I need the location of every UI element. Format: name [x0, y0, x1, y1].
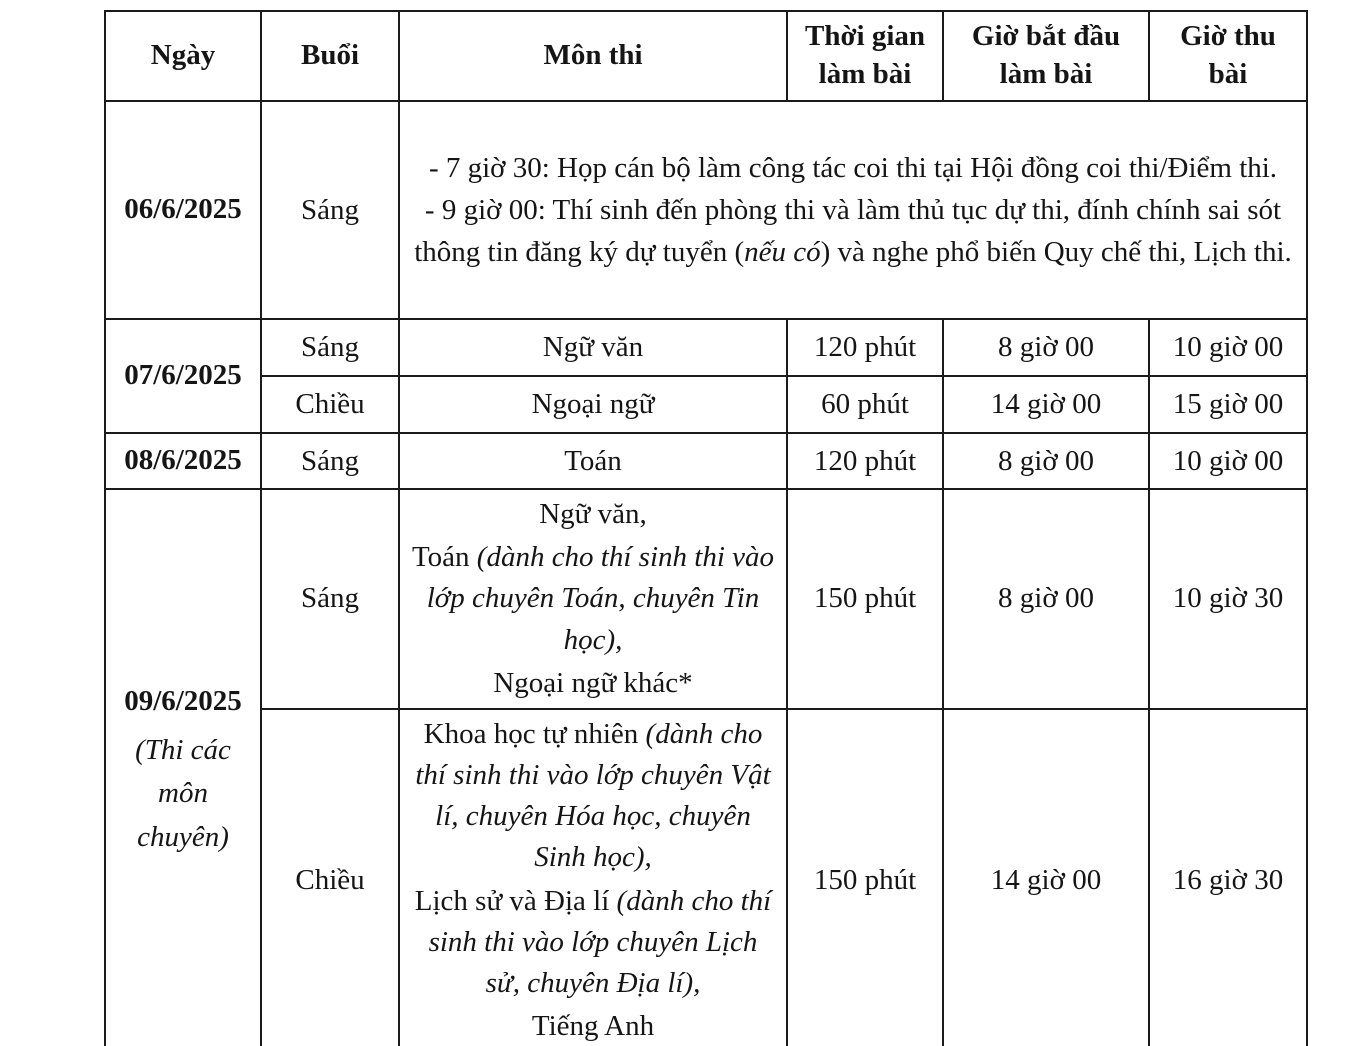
- date-08-06: 08/6/2025: [105, 433, 261, 489]
- date-09-06-value: 09/6/2025: [124, 684, 242, 717]
- header-duration: Thời gian làm bài: [787, 11, 943, 101]
- duration-07-06-afternoon: 60 phút: [787, 376, 943, 433]
- table-row-07-06-afternoon: [105, 376, 1307, 433]
- start-07-06-afternoon: 14 giờ 00: [943, 376, 1149, 433]
- header-session: Buổi: [261, 11, 399, 101]
- collect-08-06: 10 giờ 00: [1149, 433, 1307, 489]
- header-subject: Môn thi: [399, 11, 787, 101]
- duration-09-06-morning: 150 phút: [787, 489, 943, 709]
- start-07-06-morning: 8 giờ 00: [943, 319, 1149, 376]
- table-row-07-06-morning: [105, 319, 1307, 376]
- note-meeting: - 7 giờ 30: Họp cán bộ làm công tác coi thi tại Hội đồng coi thi/Điểm thi.: [428, 151, 1278, 184]
- subject-09-06-morning: [399, 489, 787, 709]
- table-row-06-06: [105, 101, 1307, 319]
- session-06-06: Sáng: [261, 101, 399, 319]
- start-09-06-afternoon: 14 giờ 00: [943, 709, 1149, 1046]
- session-07-06-afternoon: Chiều: [261, 376, 399, 433]
- exam-schedule-table: [104, 10, 1308, 1046]
- session-07-06-morning: Sáng: [261, 319, 399, 376]
- start-08-06: 8 giờ 00: [943, 433, 1149, 489]
- note-candidates: - 9 giờ 00: Thí sinh đến phòng thi và làm thủ tục dự thi, đính chính sai sót thông tin đăng ký dự tuyển (nếu có) và nghe phổ biến Quy chế thi, Lịch thi.: [414, 193, 1292, 269]
- subject-natural-science: Khoa học tự nhiên (dành cho thí sinh thi vào lớp chuyên Vật lí, chuyên Hóa học, chuyên Sinh học),: [415, 717, 771, 874]
- subject-09-06-afternoon: [399, 709, 787, 1046]
- collect-07-06-morning: 10 giờ 00: [1149, 319, 1307, 376]
- session-08-06: Sáng: [261, 433, 399, 489]
- collect-07-06-afternoon: 15 giờ 00: [1149, 376, 1307, 433]
- table-header-row: [105, 11, 1307, 101]
- start-09-06-morning: 8 giờ 00: [943, 489, 1149, 709]
- duration-08-06: 120 phút: [787, 433, 943, 489]
- subject-math-specialized: Toán (dành cho thí sinh thi vào lớp chuyên Toán, chuyên Tin học),: [411, 541, 775, 656]
- date-09-06: [105, 489, 261, 1046]
- header-start-time: Giờ bắt đầu làm bài: [943, 11, 1149, 101]
- date-07-06: 07/6/2025: [105, 319, 261, 433]
- subject-literature: Ngữ văn,: [539, 498, 647, 530]
- note-italic-neu-co: nếu có: [744, 236, 821, 269]
- subject-08-06: Toán: [399, 433, 787, 489]
- date-09-06-note: (Thi các môn chuyên): [135, 733, 231, 853]
- subject-english: Tiếng Anh: [531, 1010, 655, 1043]
- notes-06-06: [399, 101, 1307, 319]
- table-row-09-06-afternoon: [105, 709, 1307, 1046]
- duration-07-06-morning: 120 phút: [787, 319, 943, 376]
- subject-07-06-morning: Ngữ văn: [399, 319, 787, 376]
- table-row-08-06: [105, 433, 1307, 489]
- collect-09-06-afternoon: 16 giờ 30: [1149, 709, 1307, 1046]
- duration-09-06-afternoon: 150 phút: [787, 709, 943, 1046]
- session-09-06-morning: Sáng: [261, 489, 399, 709]
- session-09-06-afternoon: Chiều: [261, 709, 399, 1046]
- subject-07-06-afternoon: Ngoại ngữ: [399, 376, 787, 433]
- collect-09-06-morning: 10 giờ 30: [1149, 489, 1307, 709]
- table-row-09-06-morning: [105, 489, 1307, 709]
- subject-other-language: Ngoại ngữ khác*: [493, 666, 693, 699]
- date-06-06: 06/6/2025: [105, 101, 261, 319]
- header-date: Ngày: [105, 11, 261, 101]
- subject-history-geography: Lịch sử và Địa lí (dành cho thí sinh thi vào lớp chuyên Lịch sử, chuyên Địa lí),: [414, 884, 772, 999]
- header-collect-time: Giờ thu bài: [1149, 11, 1307, 101]
